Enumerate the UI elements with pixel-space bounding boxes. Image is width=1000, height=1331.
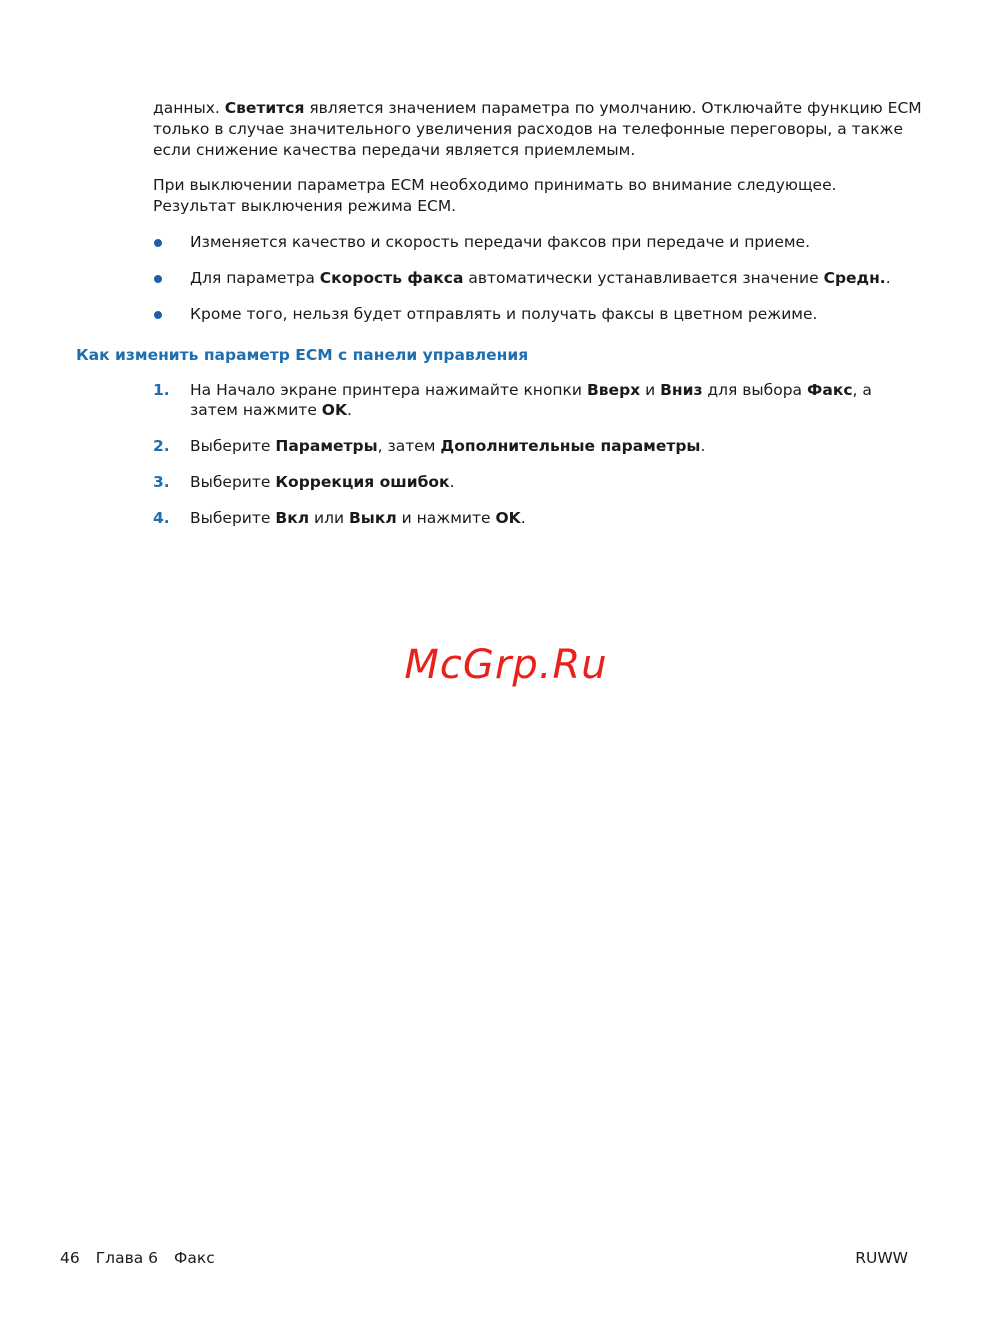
step-item: 4. Выберите Вкл или Выкл и нажмите OK. bbox=[153, 509, 526, 527]
footer-left bbox=[60, 1249, 215, 1267]
chapter-title: Факс bbox=[174, 1249, 215, 1267]
step-number: 3. bbox=[153, 473, 170, 491]
step-item: 3. Выберите Коррекция ошибок. bbox=[153, 473, 455, 491]
section-heading: Как изменить параметр ECM с панели управления bbox=[76, 346, 529, 364]
steps-list bbox=[153, 380, 913, 528]
list-item: Кроме того, нельзя будет отправлять и получать факсы в цветном режиме. bbox=[153, 304, 943, 325]
step-number: 4. bbox=[153, 509, 170, 527]
chapter-label: Глава 6 bbox=[95, 1249, 159, 1267]
footer-locale: RUWW bbox=[855, 1249, 908, 1267]
list-item: Изменяется качество и скорость передачи факсов при передаче и приеме. bbox=[153, 232, 943, 253]
list-item: Для параметра Скорость факса автоматически устанавливается значение Средн.. bbox=[153, 268, 943, 289]
default-value-term: Светится bbox=[224, 99, 305, 117]
watermark: McGrp.Ru bbox=[404, 642, 608, 688]
intro-paragraph: данных. Светится является значением параметра по умолчанию. Отключайте функцию ECM только в случае значительного увеличения расходов на телефонные переговоры, а также если снижение качества передачи является приемлемым. bbox=[153, 99, 922, 159]
bullet-dot-icon bbox=[154, 275, 162, 283]
bullet-dot-icon bbox=[154, 311, 162, 319]
bullet-dot-icon bbox=[154, 239, 162, 247]
ecm-off-paragraph: При выключении параметра ECM необходимо принимать во внимание следующее. Результат выключения режима ECM. bbox=[153, 176, 837, 215]
page-number: 46 bbox=[60, 1249, 80, 1267]
bullet-list bbox=[153, 232, 943, 325]
step-number: 1. bbox=[153, 381, 170, 399]
step-item: 1. На Начало экране принтера нажимайте кнопки Вверх и Вниз для выбора Факс, а затем нажмите OK. bbox=[153, 381, 872, 419]
step-item: 2. Выберите Параметры, затем Дополнительные параметры. bbox=[153, 437, 706, 455]
step-number: 2. bbox=[153, 437, 170, 455]
